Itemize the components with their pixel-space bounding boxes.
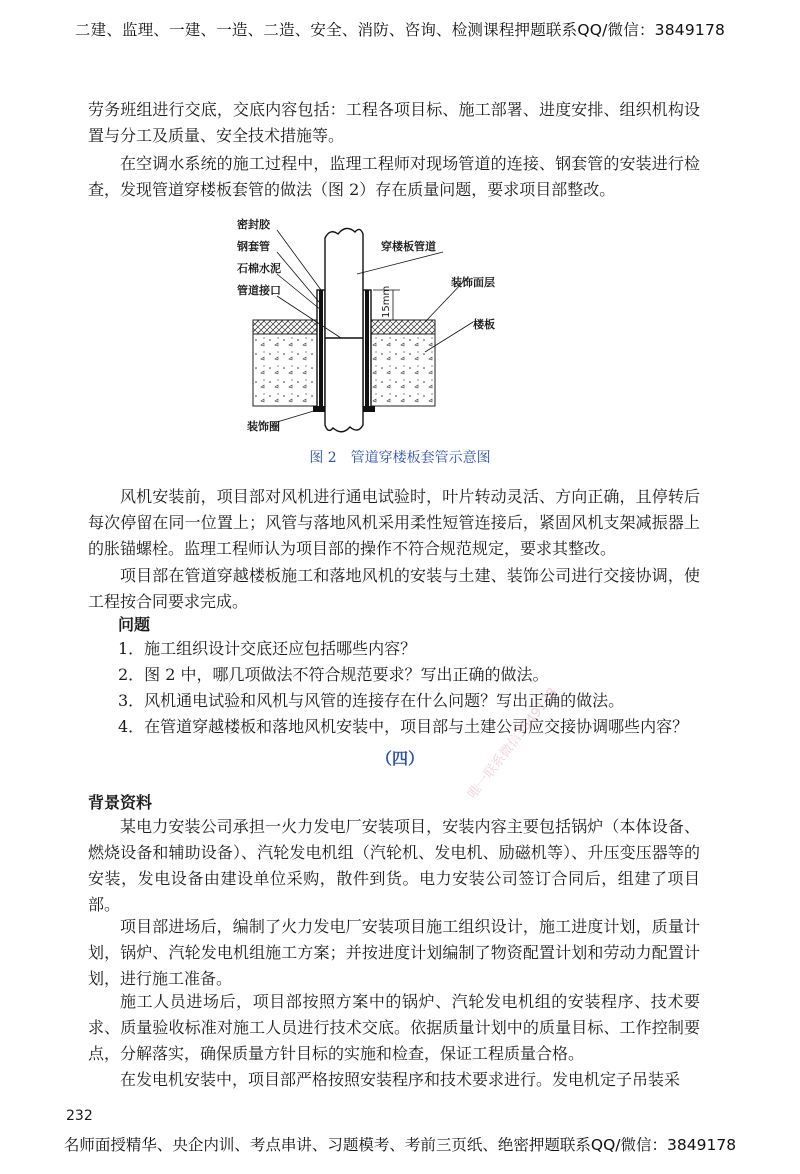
background-paragraph: 施工人员进场后，项目部按照方案中的锅炉、汽轮发电机组的安装程序、技术要求、质量验收标准对施工人员进行技术交底。依据质量计划中的质量目标、工作控制要点，分解落实，确保质量方针目标的实施和检查，保证工程质量合格。 — [88, 992, 700, 1063]
question-item: 1．施工组织设计交底还应包括哪些内容？ — [118, 639, 417, 658]
questions-title: 问题 — [118, 615, 151, 634]
paragraph-inspection: 在空调水系统的施工过程中，监理工程师对现场管道的连接、钢套管的安装进行检查，发现管道穿楼板套管的做法（图 2）存在质量问题，要求项目部整改。 — [88, 154, 700, 199]
label-pipe-joint: 管道接口 — [237, 284, 281, 297]
figure-sleeve-diagram — [225, 210, 565, 440]
label-floor-slab: 楼板 — [473, 318, 495, 331]
dimension-label: 15mm — [381, 285, 392, 318]
label-pipe: 穿楼板管道 — [381, 240, 436, 253]
decor-ring-left — [313, 406, 325, 412]
background-paragraph: 某电力安装公司承担一火力发电厂安装项目，安装内容主要包括锅炉（本体设备、燃烧设备和辅助设备）、汽轮发电机组（汽轮机、发电机、励磁机等）、升压变压器等的安装，发电设备由建设单位采购，散件到货。电力安装公司签订合同后，组建了项目部。 — [88, 817, 700, 914]
background-paragraph: 在发电机安装中，项目部严格按照安装程序和技术要求进行。发电机定子吊装采 — [120, 1070, 681, 1089]
decor-ring-right — [363, 406, 375, 412]
page-number: 232 — [66, 1108, 93, 1124]
label-sealant: 密封胶 — [237, 218, 270, 231]
finish-layer-left — [253, 320, 317, 334]
background-paragraph: 项目部进场后，编制了火力发电厂安装项目施工组织设计，施工进度计划，质量计划，锅炉、汽轮发电机组施工方案；并按进度计划编制了物资配置计划和劳动力配置计划，进行施工准备。 — [88, 917, 700, 988]
question-item: 3．风机通电试验和风机与风管的连接存在什么问题？写出正确的做法。 — [118, 691, 625, 710]
figure-caption: 图 2 管道穿楼板套管示意图 — [309, 450, 491, 466]
floor-slab-right — [371, 334, 435, 406]
question-item: 4．在管道穿越楼板和落地风机安装中，项目部与土建公司应交接协调哪些内容？ — [118, 717, 689, 736]
page-footer: 名师面授精华、央企内训、考点串讲、习题模考、考前三页纸、绝密押题联系QQ/微信：3849178 — [63, 1136, 737, 1154]
background-title: 背景资料 — [88, 793, 153, 812]
page-header: 二建、监理、一建、一造、二造、安全、消防、咨询、检测课程押题联系QQ/微信：3849178 — [74, 21, 726, 39]
label-steel-sleeve: 钢套管 — [237, 240, 270, 253]
paragraph-coordination: 项目部在管道穿越楼板施工和落地风机的安装与土建、装饰公司进行交接协调，使工程按合同要求完成。 — [88, 566, 700, 611]
label-finish-layer: 装饰面层 — [451, 276, 495, 289]
paragraph-continuation: 劳务班组进行交底，交底内容包括：工程各项目标、施工部署、进度安排、组织机构设置与分工及质量、安全技术措施等。 — [88, 100, 700, 145]
label-asbestos-cement: 石棉水泥 — [237, 262, 281, 275]
floor-slab-left — [253, 334, 317, 406]
question-item: 2．图 2 中，哪几项做法不符合规范要求？写出正确的做法。 — [118, 665, 549, 684]
watermark: 唯一联系微信3849178 — [465, 685, 561, 802]
paragraph-fan-test: 风机安装前，项目部对风机进行通电试验时，叶片转动灵活、方向正确，且停转后每次停留在同一位置上；风管与落地风机采用柔性短管连接后，紧固风机支架减振器上的胀锚螺栓。监理工程师认为项目部的操作不符合规范规定，要求其整改。 — [88, 487, 700, 558]
pipe — [325, 228, 363, 431]
label-decor-ring: 装饰圈 — [247, 420, 280, 433]
section-title: （四） — [375, 749, 424, 768]
